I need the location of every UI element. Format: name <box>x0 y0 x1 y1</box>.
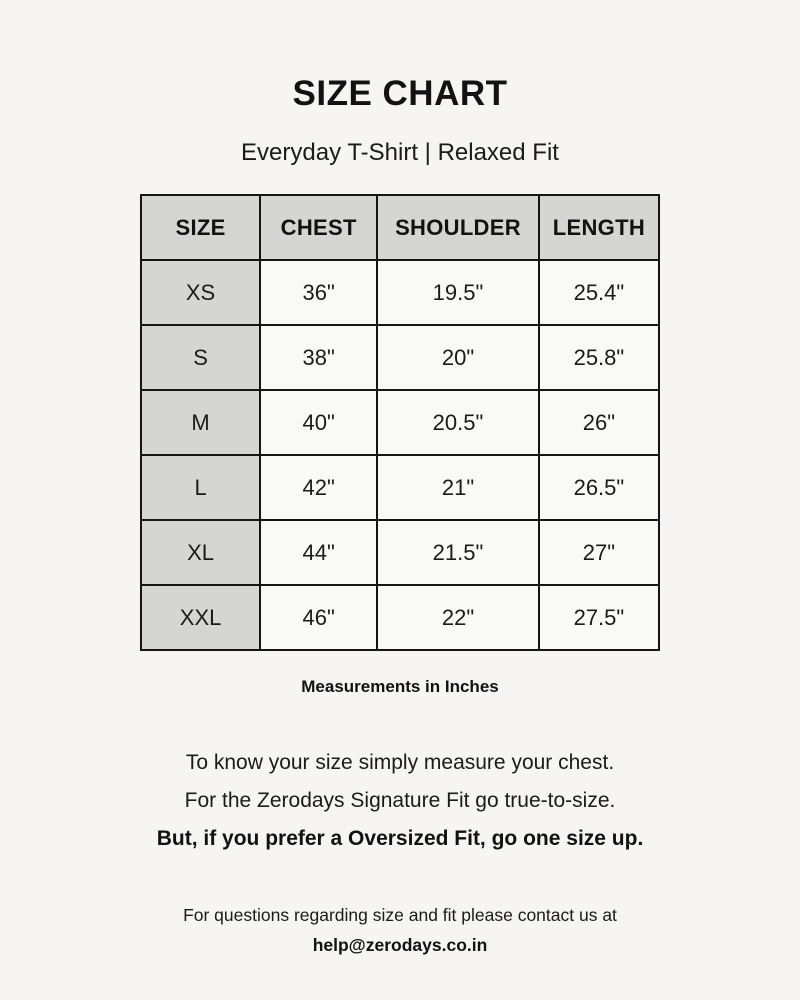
cell-chest: 38" <box>260 325 377 390</box>
table-row-m <box>141 390 659 455</box>
fit-guidance-line-2: For the Zerodays Signature Fit go true-to-size. <box>184 789 616 812</box>
table-header-row <box>141 195 659 260</box>
cell-chest: 36" <box>260 260 377 325</box>
header-size: SIZE <box>141 195 260 260</box>
fit-guidance-line-1: To know your size simply measure your chest. <box>185 751 615 774</box>
cell-length: 26.5" <box>539 455 659 520</box>
cell-shoulder: 20.5" <box>377 390 539 455</box>
table-row-xl <box>141 520 659 585</box>
fit-guidance <box>0 744 800 858</box>
cell-length: 25.4" <box>539 260 659 325</box>
size-chart-table <box>140 194 660 651</box>
fit-guidance-line-3: But, if you prefer a Oversized Fit, go one size up. <box>156 827 644 850</box>
page-title: SIZE CHART <box>292 74 508 113</box>
header-shoulder: SHOULDER <box>377 195 539 260</box>
cell-size: XXL <box>141 585 260 650</box>
cell-length: 25.8" <box>539 325 659 390</box>
cell-size: L <box>141 455 260 520</box>
cell-shoulder: 19.5" <box>377 260 539 325</box>
cell-chest: 42" <box>260 455 377 520</box>
table-row-xxl <box>141 585 659 650</box>
cell-size: XL <box>141 520 260 585</box>
units-note: Measurements in Inches <box>301 677 499 696</box>
cell-size: M <box>141 390 260 455</box>
cell-size: XS <box>141 260 260 325</box>
cell-shoulder: 21.5" <box>377 520 539 585</box>
contact-note <box>0 900 800 960</box>
cell-length: 26" <box>539 390 659 455</box>
contact-email: help@zerodays.co.in <box>312 935 488 955</box>
cell-chest: 46" <box>260 585 377 650</box>
cell-chest: 40" <box>260 390 377 455</box>
cell-shoulder: 22" <box>377 585 539 650</box>
cell-shoulder: 21" <box>377 455 539 520</box>
table-row-s <box>141 325 659 390</box>
cell-length: 27.5" <box>539 585 659 650</box>
table-row-xs <box>141 260 659 325</box>
cell-shoulder: 20" <box>377 325 539 390</box>
cell-chest: 44" <box>260 520 377 585</box>
table-row-l <box>141 455 659 520</box>
cell-size: S <box>141 325 260 390</box>
contact-text: For questions regarding size and fit please contact us at <box>183 905 617 925</box>
header-chest: CHEST <box>260 195 377 260</box>
page-subtitle: Everyday T-Shirt | Relaxed Fit <box>241 139 559 166</box>
cell-length: 27" <box>539 520 659 585</box>
header-length: LENGTH <box>539 195 659 260</box>
